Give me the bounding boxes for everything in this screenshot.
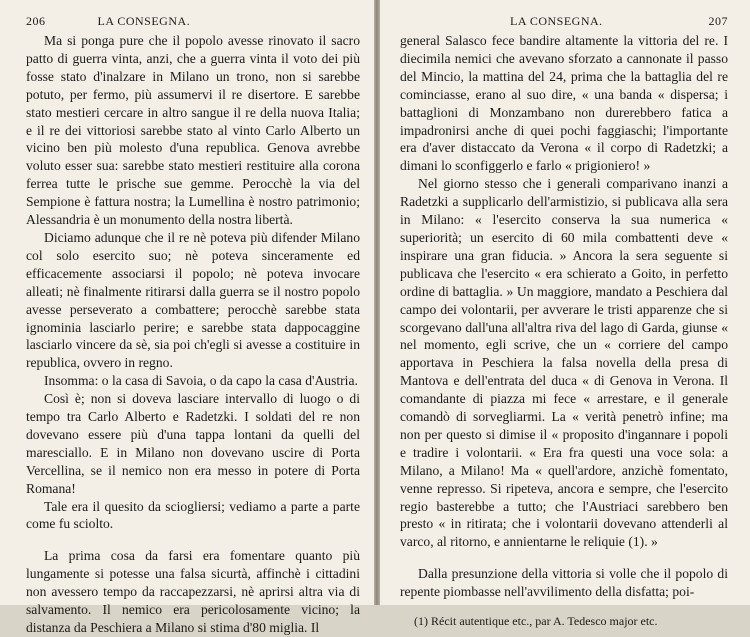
- left-page: [0, 0, 374, 635]
- paragraph: Insomma: o la casa di Savoia, o da capo la casa d'Austria.: [44, 373, 358, 389]
- left-body-text: [26, 32, 360, 637]
- right-page-number: 207: [708, 14, 728, 28]
- paragraph: Tale era il quesito da sciogliersi; vediamo a parte a parte come fu sciolto.: [26, 498, 360, 532]
- right-page: [380, 0, 750, 629]
- right-body-text: [400, 32, 728, 601]
- paragraph: La prima cosa da farsi era fomentare quanto più lungamente si potesse una falsa sicurtà, affinchè i cittadini non avessero tempo da raccapezzarsi, nè aprirsi altra via di salvamento. Il nemico era pericolosamente vicino; la distanza da Peschiera a Milano si stima d'80 miglia. Il: [26, 548, 360, 635]
- paragraph: Ma si ponga pure che il popolo avesse rinovato il sacro patto di guerra vinta, anzi, che a guerra vinta il voto dei più fosse stato d'inalzare in Milano un trono, non si sarebbe potuto, per fermo, più assumervi il re disertore. E sarebbe stato mestieri cercare in altro sangue il re della nuova Italia; e il re dei vittoriosi sarebbe stato al vinto Carlo Alberto un vicino ben più molesto d'una republica. Genova avrebbe voluto esser sua: sarebbe stato mestieri restituire alla corona ferrea tutte le prische sue gemme. Perocchè la via del Sempione è fattura nostra; la Lumellina è nostro patrimonio; Alessandria è un monumento della nostra libertà.: [26, 33, 360, 228]
- paragraph: Dalla presunzione della vittoria si volle che il popolo di repente piombasse nell'avvilimento della disfatta; poi-: [400, 566, 728, 600]
- footnote: (1) Récit autentique etc., par A. Tedesco major etc.: [414, 614, 658, 629]
- paragraph: general Salasco fece bandire altamente la vittoria del re. I diecimila nemici che avevano sforzato a cannonate il passo del Mincio, la mattina del 24, prima che la battaglia del re cominciasse, erano al suo dire, « una banda « dispersa; i battaglioni di Monzambano non durerebbero fatica a impadronirsi anche di quei pochi faggiaschi; l'importante era d'aver distaccato da Verona « il corpo di Radetzki; a dimani lo sconfiggerlo e farlo « prigioniero! »: [400, 33, 728, 174]
- paragraph: Diciamo adunque che il re nè poteva più difender Milano col solo esercito suo; nè poteva sinceramente ed efficacemente associarsi il popolo; nè poteva invocare alleati; nè finalmente ritirarsi dalla guerra se il nostro popolo avesse perseverato a combattere; perocchè sarebbe stata ignominia lasciarlo perire; e sarebbe stata dappocaggine lasciarlo vincere da sè, sia poi ch'egli si avesse a costituire in republica, ovvero in regno.: [26, 229, 360, 371]
- paragraph: Nel giorno stesso che i generali comparivano inanzi a Radetzki a supplicarlo dell'armistizio, si publicava alla sera in Milano: « l'esercito conserva la sua numerica « superiorità; un esercito di 60 mila combattenti deve « inspirare una gran fiducia. » Ancora la sera seguente si publicava che l'esercito « era schierato a Goito, in perfetto ordine di battaglia. » Un maggiore, mandato a Peschiera dal campo dei volontarii, per avverare le tristi apparenze che si scorgevano dall'una all'altra riva del lago di Garda, giunse « nel momento, egli scrive, che un « corriere del campo apportava in Peschiera la falsa novella della presa di Mantova e dell'entrata del duca « di Genova in Verona. Il comandante di piazza mi fece « arrestare, e il generale comandò di sorvegliarmi. La « verità penetrò infine; ma non per questo si dimise il « proposito d'ingannare i popoli e tradire i volontarii. « Era fra questi una voce sola: a Milano, a Milano! Ma « quell'ardore, anzichè fomentato, venne represso. Si ripeteva, ancora e sempre, che l'esercito regio basterebbe a tutto; che l'Austriaci sarebbero ben presto « in ritirata; che i volontarii dovevano attenderli al varco, al ritorno, e annientarne le reliquie (1). »: [400, 176, 728, 550]
- left-page-number: 206: [26, 14, 46, 28]
- right-running-header: [400, 14, 728, 32]
- left-running-title: LA CONSEGNA.: [97, 14, 191, 28]
- left-running-header: [26, 14, 360, 32]
- right-running-title: LA CONSEGNA.: [510, 14, 603, 28]
- paragraph: Così è; non si doveva lasciare intervallo di luogo o di tempo tra Carlo Alberto e Radetzki. I soldati del re non dovevano essere più d'una tappa lontani da quelli del maresciallo. E in Milano non dovevano uscire di Porta Vercellina, se il nemico non era messo in potere di Porta Romana!: [26, 391, 360, 496]
